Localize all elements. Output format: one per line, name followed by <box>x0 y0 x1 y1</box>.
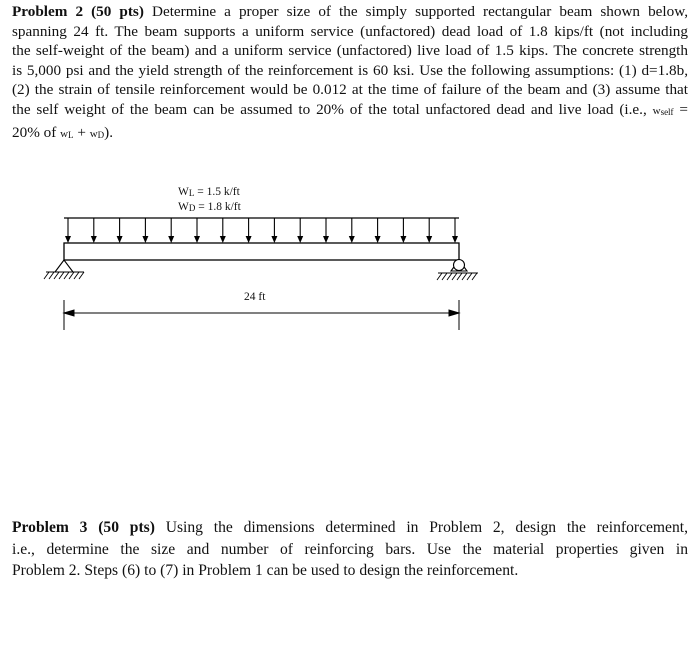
load-arrow-head <box>375 236 381 243</box>
load-arrows <box>65 218 458 243</box>
load-arrow-head <box>426 236 432 243</box>
load-arrow-head <box>452 236 458 243</box>
load-arrow-head <box>349 236 355 243</box>
problem-2-line-4: is 5,000 psi and the yield strength of the reinforcement is 60 ksi. Use the following assumptions: (1) d=1.8b, <box>12 61 688 79</box>
roller-support-right <box>437 260 478 281</box>
live-load-label: $W_L = 1.5$ k/ft <box>178 186 240 198</box>
load-arrow-head <box>142 236 148 243</box>
span-dimension <box>64 300 459 330</box>
load-arrow-head <box>168 236 174 243</box>
problem-2-line-2: spanning 24 ft. The beam supports a uniform service (unfactored) dead load of 1.8 kips/ft (not including <box>12 22 688 40</box>
problem-2-line-6: the self weight of the beam can be assumed to 20% of the total unfactored dead and live load (i.e., $w_{self}$ = <box>12 100 688 118</box>
load-arrow-head <box>323 236 329 243</box>
problem-2-line-7: 20% of $w_L + w_D$). <box>12 123 114 141</box>
pin-support-left <box>44 260 84 279</box>
load-arrow-head <box>194 236 200 243</box>
load-arrow-head <box>271 236 277 243</box>
beam <box>64 243 459 260</box>
load-arrow-head <box>297 236 303 243</box>
load-arrow-head <box>246 236 252 243</box>
problem-2-line-3: the self-weight of the beam) and a uniform service (unfactored) live load of 1.5 kips. The concrete strength <box>12 42 688 60</box>
load-arrow-head <box>65 236 71 243</box>
problem-3-line-3: Problem 2. Steps (6) to (7) in Problem 1 can be used to design the reinforcement. <box>12 562 519 580</box>
problem-3-line-1: Problem 3 (50 pts) Using the dimensions determined in Problem 2, design the reinforcement, <box>12 519 688 536</box>
problem-2-heading: Problem 2 (50 pts) <box>12 3 144 20</box>
dead-load-label: $W_D = 1.8$ k/ft <box>178 201 241 213</box>
problem-2-line-5: (2) the strain of tensile reinforcement would be 0.012 at the time of failure of the beam and (3) assume that <box>12 81 688 99</box>
problem-3-line-2: i.e., determine the size and number of reinforcing bars. Use the material properties given in <box>12 540 688 558</box>
problem-3-heading: Problem 3 (50 pts) <box>12 519 155 536</box>
load-arrow-head <box>117 236 123 243</box>
problem-3-text <box>12 517 688 582</box>
load-arrow-head <box>220 236 226 243</box>
load-arrow-head <box>400 236 406 243</box>
problem-2-line-1: Problem 2 (50 pts) Determine a proper size of the simply supported rectangular beam shown below, <box>12 3 689 20</box>
span-label: 24 ft <box>244 291 266 303</box>
load-arrow-head <box>91 236 97 243</box>
